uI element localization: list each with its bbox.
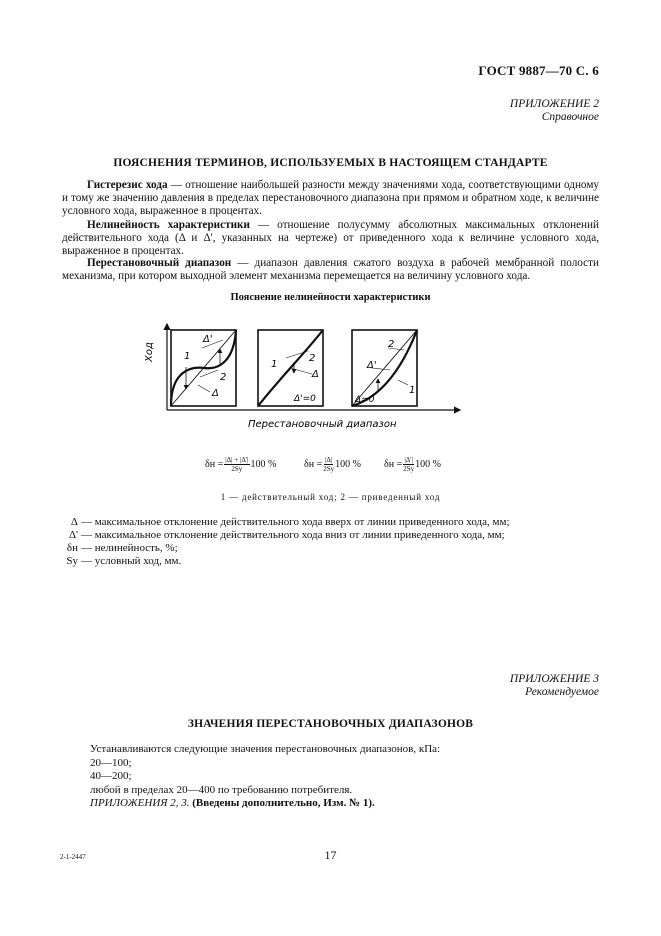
term-name: Нелинейность характеристики [87, 219, 250, 231]
legend-text: — условный ход, мм. [81, 555, 182, 567]
formula-lhs: δн = [205, 459, 224, 470]
range-item: любой в пределах 20—400 по требованию потребителя. [90, 783, 353, 796]
legend-symbol: Sу [66, 555, 78, 567]
formula-fraction [224, 456, 249, 473]
term-switching-range [62, 257, 599, 283]
section-1-title: ПОЯСНЕНИЯ ТЕРМИНОВ, ИСПОЛЬЗУЕМЫХ В НАСТОЯЩЕМ СТАНДАРТЕ [113, 157, 548, 169]
legend-row [62, 516, 510, 529]
figure-title: Пояснение нелинейности характеристики [230, 292, 431, 303]
term-definition: — отношение полусумму абсолютных максимальных отклонений действительного хода (Δ и Δ', указанных на чертеже) от приведенного хода к величине условного хода, выраженное в процентах. [62, 219, 599, 258]
appendix-2-block [510, 98, 599, 124]
legend-text: — нелинейность, %; [81, 542, 178, 554]
legend-symbol: Δ' [68, 529, 78, 541]
term-hysteresis [62, 179, 599, 219]
y-axis-label: Ход [144, 342, 155, 362]
formula-numerator: |Δ| + |Δ'| [225, 456, 249, 464]
ranges-list [90, 743, 440, 811]
appendix-3-label: ПРИЛОЖЕНИЕ 3 [509, 673, 599, 685]
delta-prime-zero-note: Δ'=0 [294, 394, 316, 404]
curve-1-label: 1 [409, 385, 416, 396]
formula-numerator: |Δ| [325, 456, 333, 464]
curve-2-label: 2 [388, 339, 395, 350]
formula-3 [384, 456, 441, 473]
document-code: ГОСТ 9887—70 С. 6 [478, 63, 599, 78]
chart-panel-3 [352, 330, 417, 406]
term-nonlinearity [62, 219, 599, 259]
delta-prime-label: Δ' [203, 334, 213, 345]
formula-denominator: 2Sу [403, 465, 415, 473]
page-number: 17 [324, 848, 337, 862]
term-name: Перестановочный диапазон [87, 257, 232, 269]
formula-fraction [403, 456, 414, 473]
formula-fraction [323, 456, 334, 473]
formula-lhs: δн = [304, 459, 323, 470]
formula-denominator: 2Sу [231, 465, 243, 473]
legend-row [62, 555, 510, 568]
appendix-2-status: Справочное [541, 111, 599, 123]
delta-label: Δ [212, 388, 219, 399]
curve-1-label: 1 [271, 359, 278, 370]
curve-1-label: 1 [184, 351, 191, 362]
x-axis-label: Перестановочный диапазон [248, 419, 397, 430]
range-item: 20—100; [90, 756, 132, 769]
print-code: 2-1-2447 [60, 853, 86, 861]
section-2-title: ЗНАЧЕНИЯ ПЕРЕСТАНОВОЧНЫХ ДИАПАЗОНОВ [187, 718, 474, 730]
range-item: 40—200; [90, 770, 132, 782]
formula-rhs: 100 % [250, 459, 277, 470]
delta-zero-note: Δ=0 [355, 395, 375, 405]
legend-symbol: Δ [70, 516, 78, 528]
delta-prime-label: Δ' [367, 360, 377, 371]
legend-row [62, 529, 510, 542]
chart-panel-2 [258, 330, 323, 406]
delta-label: Δ [312, 369, 319, 380]
legend-row [62, 542, 510, 555]
curve-2-label: 2 [220, 372, 227, 383]
legend-text: — максимальное отклонение действительного хода вверх от линии приведенного хода, мм; [81, 516, 510, 528]
curve-2-label: 2 [309, 353, 316, 364]
term-name: Гистерезис хода [87, 179, 168, 191]
chart-panel-1 [171, 330, 236, 406]
figure-caption: 1 — действительный ход; 2 — приведенный ход [220, 492, 441, 502]
formula-rhs: 100 % [415, 459, 441, 470]
term-definition: — диапазон давления сжатого воздуха в рабочей мембранной полости механизма, при котором выходной элемент механизма перемещается на величину условного хода. [62, 257, 599, 283]
amendment-ref: ПРИЛОЖЕНИЯ 2, 3. [90, 797, 190, 809]
term-definition: — отношение наибольшей разности между значениями хода, соответствующими одному и тому же значению давления в пределах перестановочного диапазона при прямом и обратном ходе, к величине условного хода, выраженное в процентах. [62, 179, 599, 218]
formula-rhs: 100 % [335, 459, 361, 470]
amendment-text: (Введены дополнительно, Изм. № 1). [189, 797, 375, 809]
appendix-2-label: ПРИЛОЖЕНИЕ 2 [509, 98, 599, 110]
nonlinearity-figure [140, 310, 470, 435]
formula-2 [304, 456, 361, 473]
symbol-legend [62, 516, 510, 568]
amendment-note [90, 797, 440, 811]
ranges-intro: Устанавливаются следующие значения перестановочных диапазонов, кПа: [90, 743, 441, 755]
appendix-3-block [510, 673, 599, 699]
formula-denominator: 2Sу [323, 465, 335, 473]
appendix-3-status: Рекомендуемое [525, 686, 599, 698]
formula-1 [205, 456, 276, 473]
legend-text: — максимальное отклонение действительного хода вниз от линии приведенного хода, мм; [81, 529, 505, 541]
legend-symbol: δн [66, 542, 78, 554]
formula-numerator: |Δ'| [404, 456, 413, 464]
formula-lhs: δн = [384, 459, 403, 470]
